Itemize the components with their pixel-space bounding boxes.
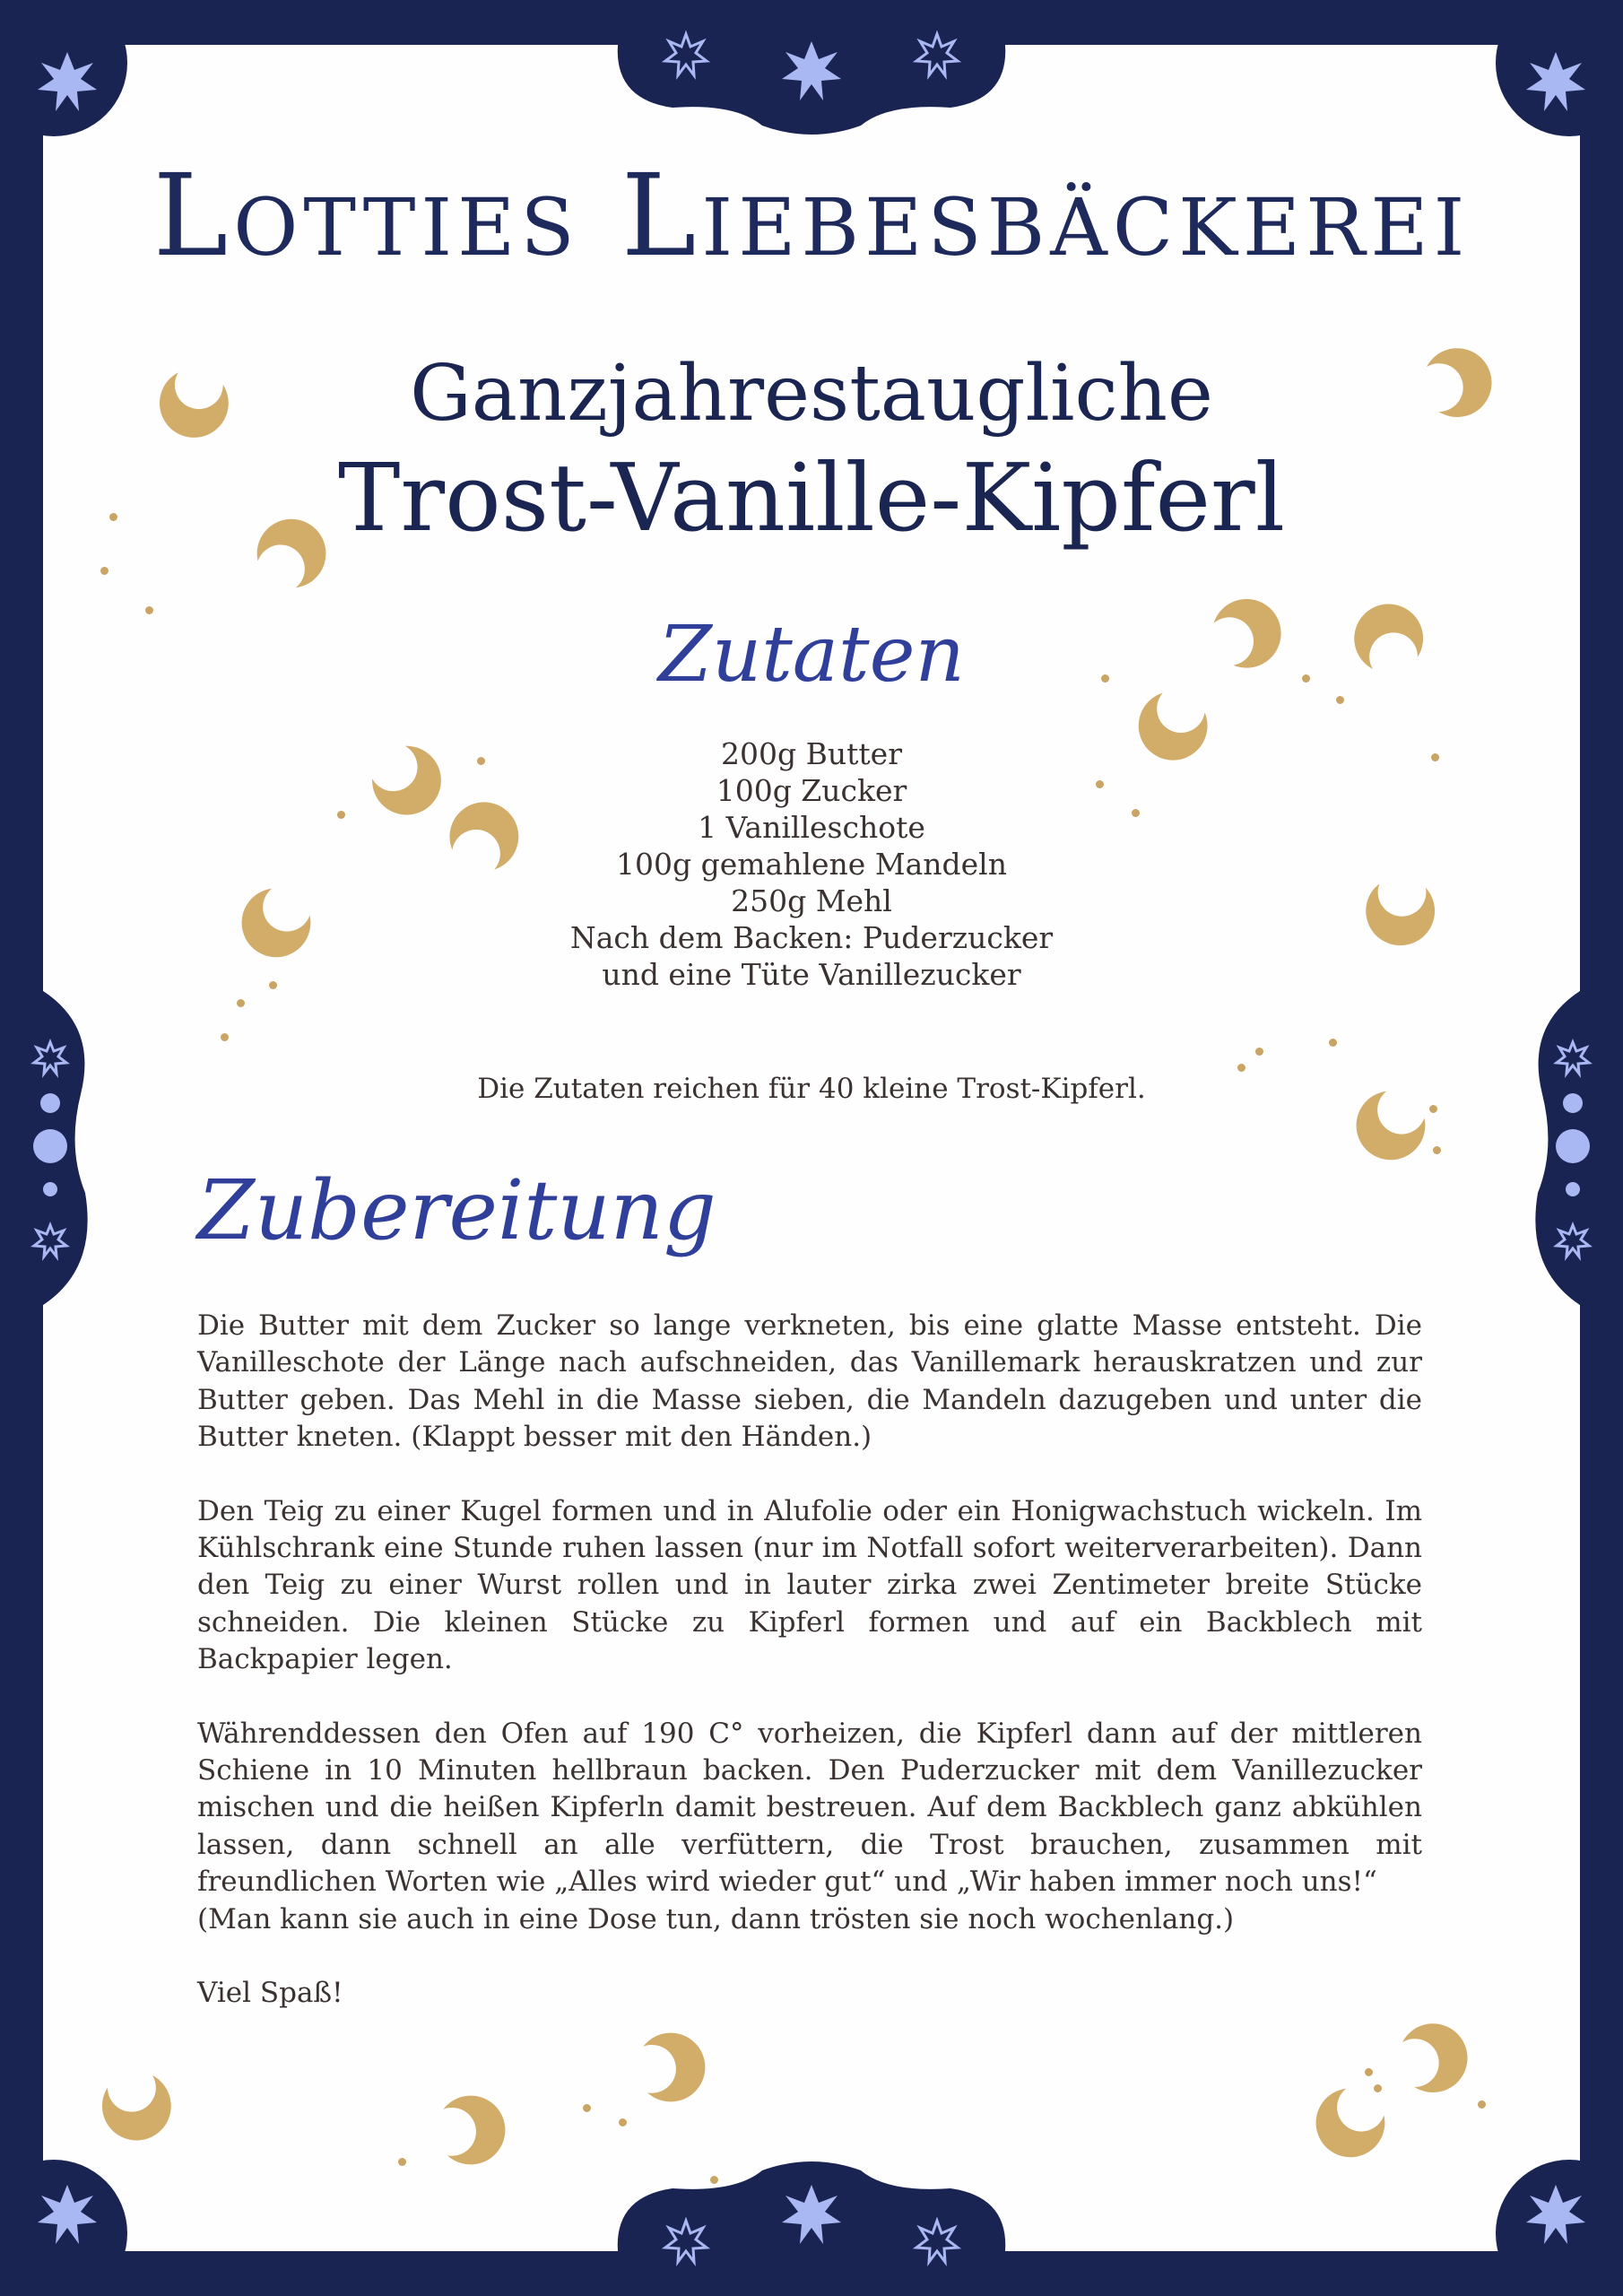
crumb-dot bbox=[619, 2118, 627, 2126]
brand-logo-title: Lotties Liebesbäckerei bbox=[152, 150, 1471, 282]
recipe-title-line1: Ganzjahrestaugliche bbox=[410, 349, 1213, 439]
crumb-dot bbox=[1255, 1048, 1263, 1056]
ingredient-item: Nach dem Backen: Puderzucker bbox=[569, 920, 1054, 955]
ingredient-item: 100g Zucker bbox=[716, 773, 907, 808]
dot-icon bbox=[1556, 1129, 1590, 1163]
ingredient-item: 1 Vanilleschote bbox=[698, 810, 925, 845]
preparation-paragraph: Den Teig zu einer Kugel formen und in Alufolie oder ein Honigwachstuch wickeln. Im Kühlschrank eine Stunde ruhen lassen (nur im Notfall sofort weiterverarbeiten). Dann den Teig zu einer Wurst rollen und in lauter zirka zwei Zentimeter breite Stücke schneiden. Die kleinen Stücke zu Kipferl formen und auf ein Backblech mit Backpapier legen. bbox=[197, 1494, 1422, 1676]
crumb-dot bbox=[1429, 1105, 1437, 1113]
crumb-dot bbox=[100, 567, 108, 575]
crumb-dot bbox=[237, 999, 245, 1007]
preparation-heading: Zubereitung bbox=[197, 1162, 716, 1258]
recipe-title-line2: Trost-Vanille-Kipferl bbox=[338, 443, 1285, 552]
ingredient-item: 100g gemahlene Mandeln bbox=[615, 847, 1007, 882]
crumb-dot bbox=[1365, 2068, 1373, 2076]
crumb-dot bbox=[1478, 2100, 1486, 2109]
closing-line: Viel Spaß! bbox=[197, 1977, 343, 2010]
preparation-paragraph: Die Butter mit dem Zucker so lange verkneten, bis eine glatte Masse entsteht. Die Vanilleschote der Länge nach aufschneiden, das Vanillemark herauskratzen und zur Butter geben. Das Mehl in die Masse sieben, die Mandeln dazugeben und unter die Butter kneten. (Klappt besser mit den Händen.) bbox=[197, 1309, 1422, 1454]
crumb-dot bbox=[710, 2176, 718, 2184]
dot-icon bbox=[33, 1129, 67, 1163]
crumb-dot bbox=[1329, 1039, 1337, 1047]
preparation-paragraph: (Man kann sie auch in eine Dose tun, dann trösten sie noch wochenlang.) bbox=[197, 1902, 1235, 1935]
preparation-text bbox=[197, 1308, 1422, 2013]
dot-icon bbox=[43, 1182, 57, 1196]
crumb-dot bbox=[1433, 1146, 1441, 1154]
crumb-dot bbox=[583, 2104, 591, 2112]
ingredient-item: 200g Butter bbox=[721, 736, 902, 771]
crumb-dot bbox=[398, 2158, 406, 2166]
dot-icon bbox=[1566, 1182, 1580, 1196]
preparation-paragraph: Währenddessen den Ofen auf 190 C° vorheizen, die Kipferl dann auf der mittleren Schiene in 10 Minuten hellbraun backen. Den Puderzucker mit dem Vanillezucker mischen und die heißen Kipferln damit bestreuen. Auf dem Backblech ganz abkühlen lassen, dann schnell an alle verfüttern, die Trost brauchen, zusammen mit freundlichen Worten wie „Alles wird wieder gut“ und „Wir haben immer noch uns!“ bbox=[197, 1717, 1422, 1899]
ingredient-item: 250g Mehl bbox=[731, 883, 892, 918]
ingredients-heading: Zutaten bbox=[658, 610, 965, 700]
crumb-dot bbox=[221, 1033, 229, 1041]
crumb-dot bbox=[1237, 1064, 1245, 1072]
yield-note: Die Zutaten reichen für 40 kleine Trost-Kipferl. bbox=[477, 1073, 1146, 1105]
ingredient-item: und eine Tüte Vanillezucker bbox=[602, 957, 1021, 992]
crumb-dot bbox=[1374, 2084, 1382, 2092]
ingredients-list bbox=[0, 735, 1623, 993]
